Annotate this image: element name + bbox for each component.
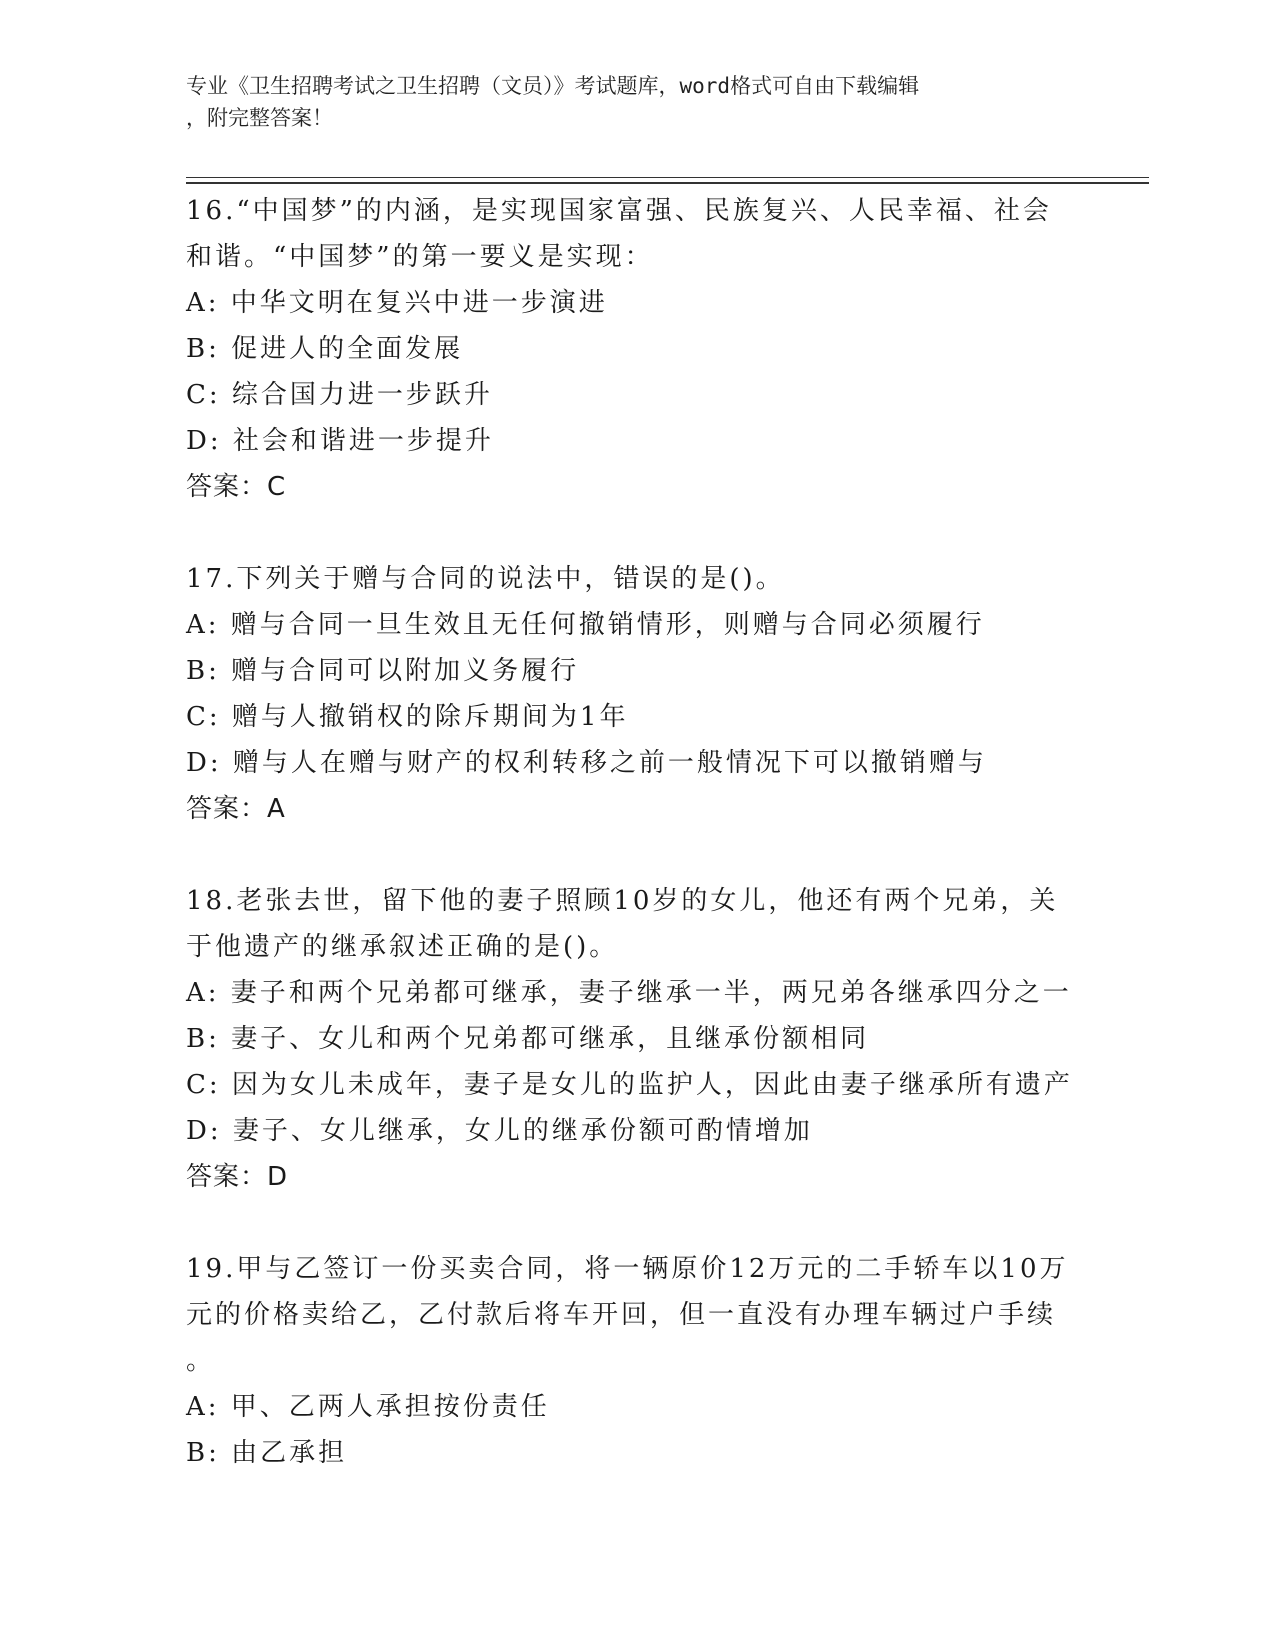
question-text-line: 于他遗产的继承叙述正确的是()。 [186, 932, 619, 962]
option-d: D: 妻子、女儿继承，女儿的继承份额可酌情增加 [186, 1116, 813, 1146]
answer: 答案：A [186, 794, 286, 824]
header-divider-thin [186, 177, 1149, 178]
question-text-line: 和谐。“中国梦”的第一要义是实现： [186, 242, 654, 272]
header-divider-thick [186, 182, 1149, 184]
question-18 [186, 878, 1086, 1200]
question-19 [186, 1246, 1086, 1476]
option-b: B: 由乙承担 [186, 1438, 348, 1468]
question-text-line: 元的价格卖给乙，乙付款后将车开回，但一直没有办理车辆过户手续 [186, 1300, 1057, 1330]
answer: 答案：C [186, 472, 287, 502]
question-text-line: 。 [186, 1346, 216, 1376]
question-text-line: 18.老张去世，留下他的妻子照顾10岁的女儿，他还有两个兄弟，关 [186, 886, 1059, 916]
option-b: B: 促进人的全面发展 [186, 334, 464, 364]
header-line-2: ，附完整答案！ [186, 106, 333, 130]
question-16 [186, 188, 1086, 510]
question-text-line: 16.“中国梦”的内涵，是实现国家富强、民族复兴、人民幸福、社会 [186, 196, 1052, 226]
option-c: C: 综合国力进一步跃升 [186, 380, 493, 410]
question-text-line: 17.下列关于赠与合同的说法中，错误的是()。 [186, 564, 785, 594]
question-list [186, 188, 1086, 1522]
option-d: D: 社会和谐进一步提升 [186, 426, 494, 456]
option-b: B: 赠与合同可以附加义务履行 [186, 656, 580, 686]
option-c: C: 赠与人撤销权的除斥期间为1年 [186, 702, 629, 732]
document-header [186, 70, 1066, 134]
option-d: D: 赠与人在赠与财产的权利转移之前一般情况下可以撤销赠与 [186, 748, 987, 778]
option-a: A: 甲、乙两人承担按份责任 [186, 1392, 550, 1422]
option-a: A: 妻子和两个兄弟都可继承，妻子继承一半，两兄弟各继承四分之一 [186, 978, 1072, 1008]
answer: 答案：D [186, 1162, 289, 1192]
option-a: A: 赠与合同一旦生效且无任何撤销情形，则赠与合同必须履行 [186, 610, 985, 640]
header-line-1: 专业《卫生招聘考试之卫生招聘（文员）》考试题库，word格式可自由下载编辑 [186, 74, 920, 98]
question-text-line: 19.甲与乙签订一份买卖合同，将一辆原价12万元的二手轿车以10万 [186, 1254, 1069, 1284]
option-b: B: 妻子、女儿和两个兄弟都可继承，且继承份额相同 [186, 1024, 870, 1054]
question-17 [186, 556, 1086, 832]
option-a: A: 中华文明在复兴中进一步演进 [186, 288, 608, 318]
option-c: C: 因为女儿未成年，妻子是女儿的监护人，因此由妻子继承所有遗产 [186, 1070, 1073, 1100]
